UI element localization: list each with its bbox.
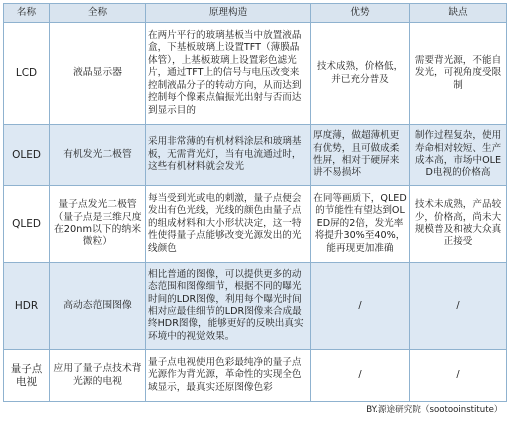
comparison-table — [3, 3, 507, 418]
cell-name: QLED — [4, 186, 50, 263]
cell-disadvantage: 需要背光源，不能自发光，可视角度受限制 — [410, 23, 507, 125]
source-caption: BY.源途研究院（sootooinstitute） — [4, 402, 507, 419]
caption-row — [4, 402, 507, 419]
table-row-hdr — [4, 263, 507, 350]
header-full-name: 全称 — [50, 4, 146, 23]
cell-principle: 采用非常薄的有机材料涂层和玻璃基板，无需背光灯，当有电流通过时，这些有机材料就会发光 — [146, 125, 311, 186]
cell-name: LCD — [4, 23, 50, 125]
cell-principle: 相比普通的图像，可以提供更多的动态范围和图像细节，根据不同的曝光时间的LDR图像，利用每个曝光时间相对应最佳细节的LDR图像来合成最终HDR图像，能够更好的反映出真实环境中的视觉效果。 — [146, 263, 311, 350]
header-principle: 原理构造 — [146, 4, 311, 23]
cell-full-name: 高动态范围图像 — [50, 263, 146, 350]
table-row-lcd — [4, 23, 507, 125]
cell-advantage: / — [311, 350, 410, 402]
cell-principle: 量子点电视使用色彩最纯净的量子点光源作为背光源，革命性的实现全色域显示，最真实还原图像色彩 — [146, 350, 311, 402]
table-header-row — [4, 4, 507, 23]
cell-name: HDR — [4, 263, 50, 350]
cell-disadvantage: 技术未成熟，产品较少，价格高，尚未大规模普及和被大众真正接受 — [410, 186, 507, 263]
cell-full-name: 量子点发光二极管（量子点是三维尺度在20nm以下的纳米微粒） — [50, 186, 146, 263]
cell-full-name: 液晶显示器 — [50, 23, 146, 125]
cell-advantage: 技术成熟，价格低，并已充分普及 — [311, 23, 410, 125]
cell-disadvantage: / — [410, 263, 507, 350]
cell-disadvantage: / — [410, 350, 507, 402]
cell-advantage: 厚度薄，做超薄机更有优势，且可做成柔性屏，相对于硬屏来讲不易损坏 — [311, 125, 410, 186]
header-name: 名称 — [4, 4, 50, 23]
cell-advantage: 在同等画质下，QLED的节能性有望达到OLED屏的2倍，发光率将提升30%至40%，能再现更加准确 — [311, 186, 410, 263]
header-disadvantage: 缺点 — [410, 4, 507, 23]
cell-disadvantage: 制作过程复杂，使用寿命相对较短、生产成本高，市场中OLED电视的价格高 — [410, 125, 507, 186]
cell-full-name: 有机发光二极管 — [50, 125, 146, 186]
cell-name: OLED — [4, 125, 50, 186]
header-advantage: 优势 — [311, 4, 410, 23]
table-row-quantum-dot-tv — [4, 350, 507, 402]
cell-full-name: 应用了量子点技术背光源的电视 — [50, 350, 146, 402]
cell-principle: 在两片平行的玻璃基板当中放置液晶盒，下基板玻璃上设置TFT（薄膜晶体管），上基板玻璃上设置彩色滤光片，通过TFT上的信号与电压改变来控制液晶分子的转动方向，从而达到控制每个像素点偏振光出射与否而达到显示目的 — [146, 23, 311, 125]
cell-name: 量子点电视 — [4, 350, 50, 402]
table-row-qled — [4, 186, 507, 263]
table-row-oled — [4, 125, 507, 186]
cell-principle: 每当受到光或电的刺激，量子点便会发出有色光线，光线的颜色由量子点的组成材料和大小形状决定，这一特性使得量子点能够改变光源发出的光线颜色 — [146, 186, 311, 263]
cell-advantage: / — [311, 263, 410, 350]
